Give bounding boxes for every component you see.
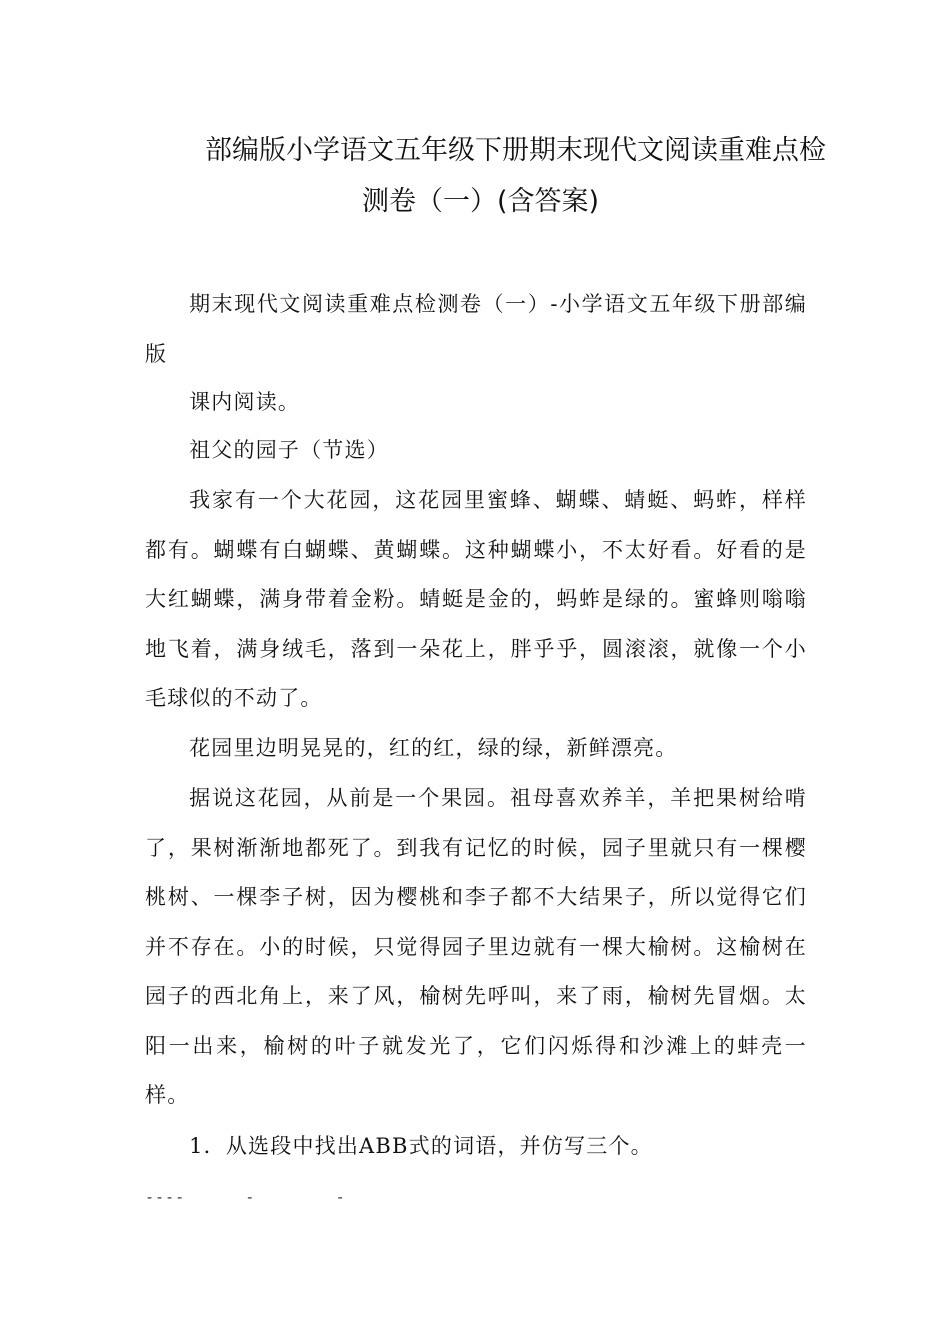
document-subtitle: 期末现代文阅读重难点检测卷（一）-小学语文五年级下册部编版 [145, 292, 807, 366]
passage-heading: 祖父的园子（节选） [189, 438, 389, 462]
question-1: 1．从选段中找出ABB式的词语，并仿写三个。 [189, 1134, 653, 1158]
answer-blanks: ---- - - [145, 1188, 346, 1206]
section-label: 课内阅读。 [189, 390, 301, 414]
passage-paragraph-2: 花园里边明晃晃的，红的红，绿的绿，新鲜漂亮。 [189, 736, 678, 760]
document-title-line-2: 测卷（一）(含答案) [362, 186, 600, 217]
passage-paragraph-1: 我家有一个大花园，这花园里蜜蜂、蝴蝶、蜻蜓、蚂蚱，样样都有。蝴蝶有白蝴蝶、黄蝴蝶。这种蝴蝶小，不太好看。好看的是大红蝴蝶，满身带着金粉。蜻蜓是金的，蚂蚱是绿的。蜜蜂则嗡嗡地飞着，满身绒毛，落到一朵花上，胖乎乎，圆滚滚，就像一个小毛球似的不动了。 [145, 488, 807, 710]
document-title-line-1: 部编版小学语文五年级下册期末现代文阅读重难点检 [205, 135, 826, 166]
passage-paragraph-3: 据说这花园，从前是一个果园。祖母喜欢养羊，羊把果树给啃了，果树渐渐地都死了。到我有记忆的时候，园子里就只有一棵樱桃树、一棵李子树，因为樱桃和李子都不大结果子，所以觉得它们并不存在。小的时候，只觉得园子里边就有一棵大榆树。这榆树在园子的西北角上，来了风，榆树先呼叫，来了雨，榆树先冒烟。太阳一出来，榆树的叶子就发光了，它们闪烁得和沙滩上的蚌壳一样。 [145, 786, 807, 1107]
